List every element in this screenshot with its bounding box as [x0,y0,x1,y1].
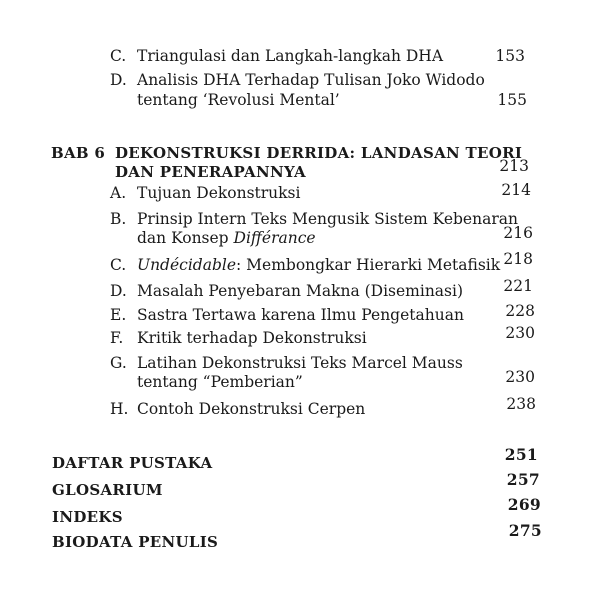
entry-title: : Membongkar Hierarki Metafisik [236,256,501,274]
entry-title: Triangulasi dan Langkah-langkah DHA [137,47,444,65]
page-number: 269 [507,495,541,514]
entry-letter: D. [110,282,127,300]
page-number: 153 [495,47,525,65]
page-number: 230 [505,324,535,342]
entry-letter: F. [110,329,124,347]
entry-title: Analisis DHA Terhadap Tulisan Joko Widodo [137,71,485,89]
back-matter-biodata-penulis: BIODATA PENULIS [52,533,219,551]
entry-title: Latihan Dekonstruksi Teks Marcel Mauss [137,354,463,372]
entry-letter: H. [110,400,129,418]
chapter-heading [51,144,522,163]
toc-entry-g-cont: tentang “Pemberian” [137,373,303,391]
page-number: 218 [503,250,533,268]
toc-entry-d-analisis [110,71,485,90]
page-number: 230 [505,368,535,386]
page-number: 275 [508,521,542,540]
entry-letter: D. [110,71,127,89]
toc-entry-d-analisis-cont: tentang ‘Revolusi Mental’ [137,91,340,109]
entry-letter: G. [110,354,127,372]
page-number: 238 [506,395,536,413]
entry-title: Tujuan Dekonstruksi [137,184,301,202]
toc-entry-d [110,282,463,301]
entry-letter: E. [110,306,127,324]
entry-letter: C. [110,47,127,65]
chapter-page-number: 213 [499,157,529,175]
toc-entry-c [110,256,500,275]
chapter-title-line1: DEKONSTRUKSI DERRIDA: LANDASAN TEORI [115,144,523,162]
page-number: 251 [504,445,538,464]
back-matter-glosarium: GLOSARIUM [52,481,163,499]
page-number: 228 [505,302,535,320]
entry-title: Kritik terhadap Dekonstruksi [137,329,367,347]
chapter-label: BAB 6 [51,144,106,162]
page-number: 155 [497,91,527,109]
entry-letter: C. [110,256,127,274]
toc-entry-c-triangulasi [110,47,443,66]
back-matter-daftar-pustaka: DAFTAR PUSTAKA [52,454,213,472]
back-matter-indeks: INDEKS [52,508,123,526]
toc-entry-a [110,184,300,203]
toc-entry-b-cont [137,229,316,248]
page-number: 214 [501,181,531,199]
toc-entry-g [110,354,463,373]
entry-letter: A. [110,184,127,202]
page-number: 216 [503,224,533,242]
toc-entry-f [110,329,367,348]
entry-title-italic: Différance [233,229,316,247]
entry-title-cont: dan Konsep [137,229,234,247]
entry-title-italic: Undécidable [137,256,236,274]
entry-letter: B. [110,210,127,228]
chapter-title-line2: DAN PENERAPANNYA [115,163,306,181]
page-number: 257 [506,470,540,489]
entry-title: Masalah Penyebaran Makna (Diseminasi) [137,282,464,300]
toc-entry-h [110,400,365,419]
toc-entry-e [110,306,464,325]
entry-title: Contoh Dekonstruksi Cerpen [137,400,366,418]
entry-title: Prinsip Intern Teks Mengusik Sistem Kebenaran [137,210,518,228]
page-number: 221 [503,277,533,295]
toc-entry-b [110,210,518,229]
entry-title: Sastra Tertawa karena Ilmu Pengetahuan [137,306,464,324]
